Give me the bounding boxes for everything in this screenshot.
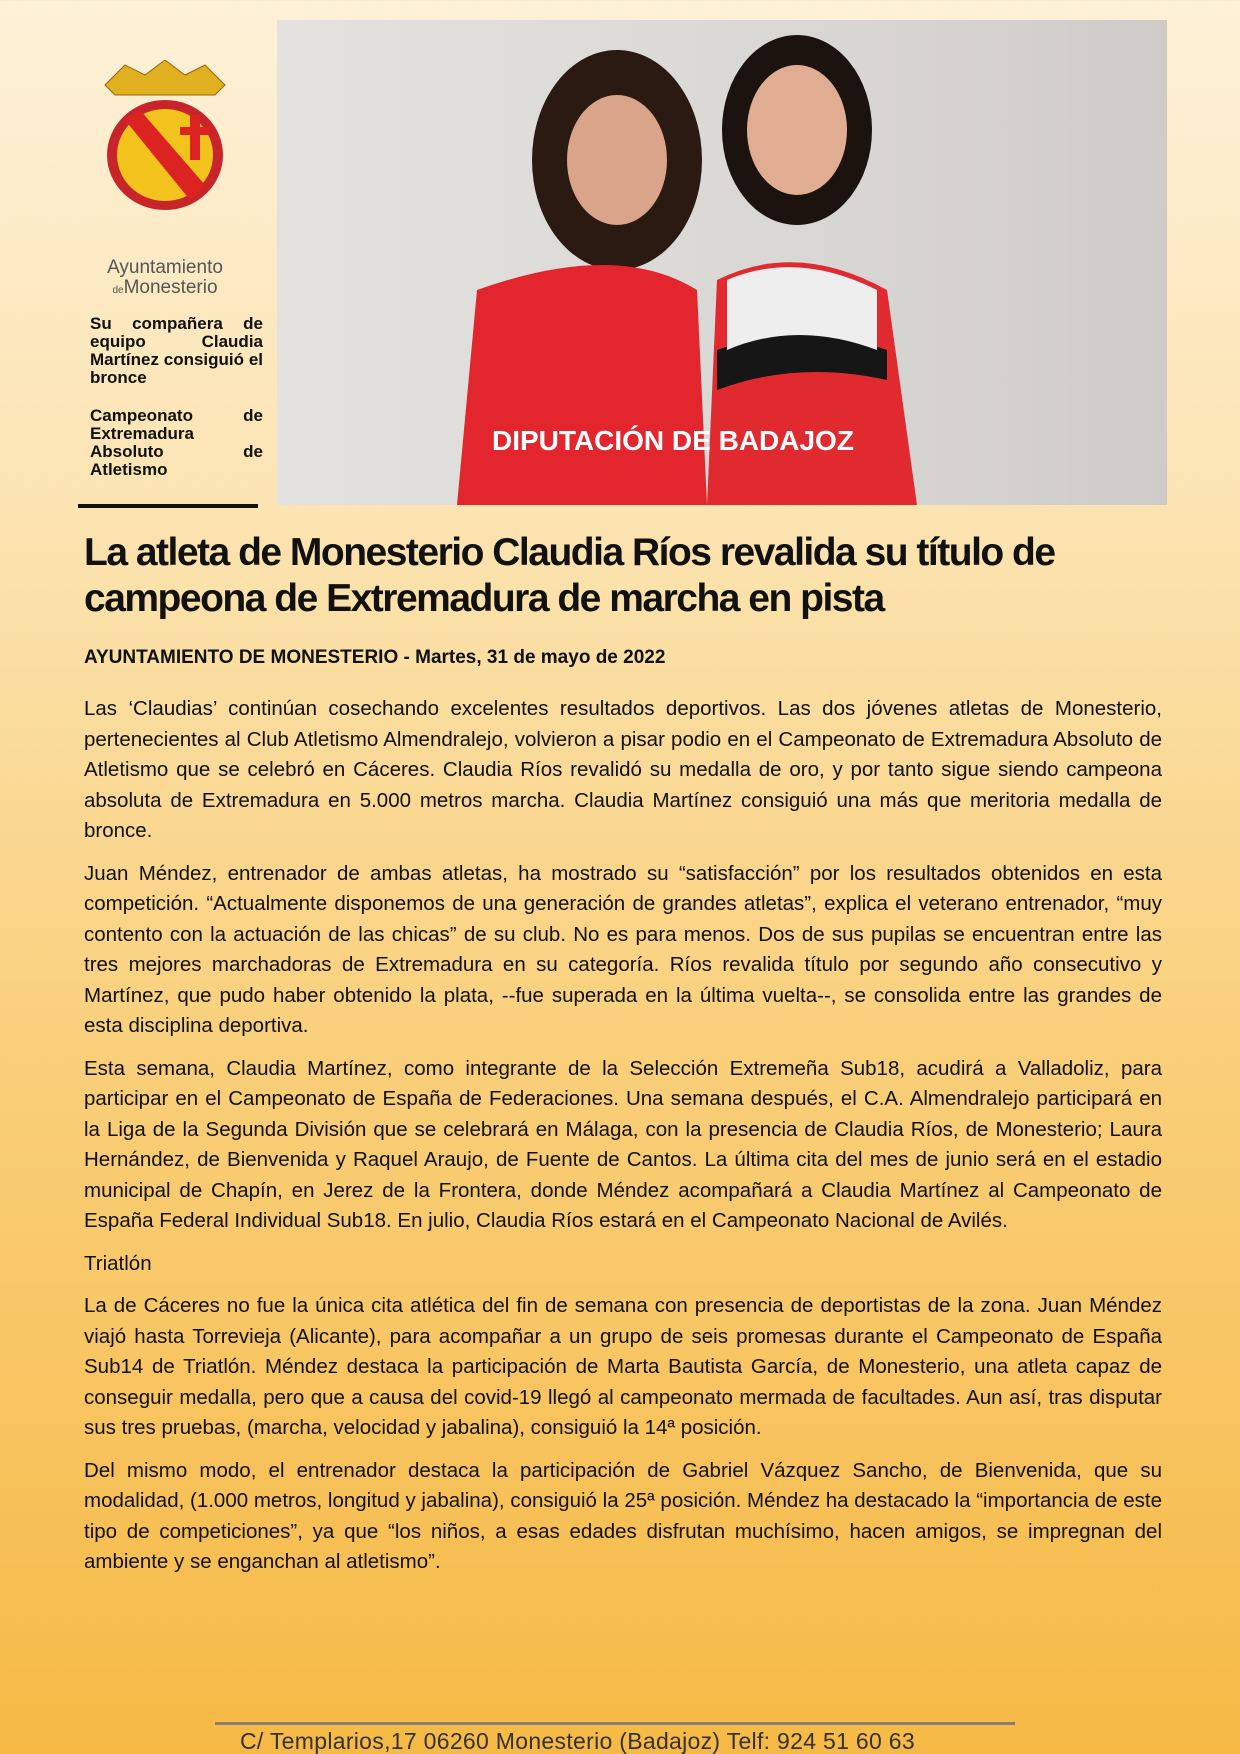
shirt-text: DIPUTACIÓN DE BADAJOZ bbox=[492, 425, 854, 456]
logo-line2-small: de bbox=[112, 285, 124, 296]
photo-caption-2: Campeonato de Extremadura Absoluto de Atletismo bbox=[90, 406, 263, 479]
sidebar-divider bbox=[78, 504, 258, 508]
logo-line2: Monesterio bbox=[123, 277, 218, 298]
coat-of-arms-logo bbox=[95, 60, 235, 210]
section-heading: Triatlón bbox=[84, 1251, 152, 1275]
paragraph: La de Cáceres no fue la única cita atlética del fin de semana con presencia de deportistas de la zona. Juan Méndez viajó hasta Torrevieja (Alicante), para acompañar a un grupo de seis promesas durante el Campeonato de España Sub14 de Triatlón. Méndez destaca la participación de Marta Bautista García, de Monesterio, una atleta capaz de conseguir medalla, pero que a causa del covid-19 llegó al campeonato mermada de facultades. Aun así, tras disputar sus tres pruebas, (marcha, velocidad y jabalina), consiguió la 14ª posición. bbox=[84, 1294, 1162, 1439]
photo-caption-1: Su compañera de equipo Claudia Martínez consiguió el bronce bbox=[90, 314, 263, 387]
athletes-photo bbox=[277, 20, 1167, 505]
paragraph: Las ‘Claudias’ continúan cosechando excelentes resultados deportivos. Las dos jóvenes atletas de Monesterio, pertenecientes al Club Atletismo Almendralejo, volvieron a pisar podio en el Campeonato de Extremadura Absoluto de Atletismo que se celebró en Cáceres. Claudia Ríos revalidó su medalla de oro, y por tanto sigue siendo campeona absoluta de Extremadura en 5.000 metros marcha. Claudia Martínez consiguió una más que meritoria medalla de bronce. bbox=[84, 697, 1162, 842]
photo-illustration bbox=[277, 20, 1167, 505]
paragraph: Del mismo modo, el entrenador destaca la participación de Gabriel Vázquez Sancho, de Bienvenida, que su modalidad, (1.000 metros, longitud y jabalina), consiguió la 25ª posición. Méndez ha destacado la “importancia de este tipo de competiciones”, ya que “los niños, a esas edades disfrutan muchísimo, hacen amigos, se impregnan del ambiente y se enganchan al atletismo”. bbox=[84, 1458, 1162, 1573]
footer-divider bbox=[215, 1722, 1015, 1725]
headline: La atleta de Monesterio Claudia Ríos revalida su título de campeona de Extremadura de marcha en pista bbox=[84, 531, 1055, 620]
logo-text bbox=[85, 258, 245, 301]
logo-line1: Ayuntamiento bbox=[107, 257, 223, 278]
byline: AYUNTAMIENTO DE MONESTERIO - Martes, 31 de mayo de 2022 bbox=[84, 647, 666, 668]
paragraph: Esta semana, Claudia Martínez, como integrante de la Selección Extremeña Sub18, acudirá a Valladoliz, para participar en el Campeonato de España de Federaciones. Una semana después, el C.A. Almendralejo participará en la Liga de la Segunda División que se celebrará en Málaga, con la presencia de Claudia Ríos, de Monesterio; Laura Hernández, de Bienvenida y Raquel Araujo, de Fuente de Cantos. La última cita del mes de junio será en el estadio municipal de Chapín, en Jerez de la Frontera, donde Méndez acompañará a Claudia Martínez al Campeonato de España Federal Individual Sub18. En julio, Claudia Ríos estará en el Campeonato Nacional de Avilés. bbox=[84, 1056, 1162, 1232]
article-body bbox=[84, 694, 1162, 1590]
footer-address: C/ Templarios,17 06260 Monesterio (Badajoz) Telf: 924 51 60 63 bbox=[240, 1728, 915, 1754]
paragraph: Juan Méndez, entrenador de ambas atletas, ha mostrado su “satisfacción” por los resultados obtenidos en esta competición. “Actualmente disponemos de una generación de grandes atletas”, explica el veterano entrenador, “muy contento con la actuación de las chicas” de su club. No es para menos. Dos de sus pupilas se encuentran entre las tres mejores marchadoras de Extremadura en su categoría. Ríos revalida título por segundo año consecutivo y Martínez, que pudo haber obtenido la plata, --fue superada en la última vuelta--, se consolida entre las grandes de esta disciplina deportiva. bbox=[84, 861, 1162, 1037]
